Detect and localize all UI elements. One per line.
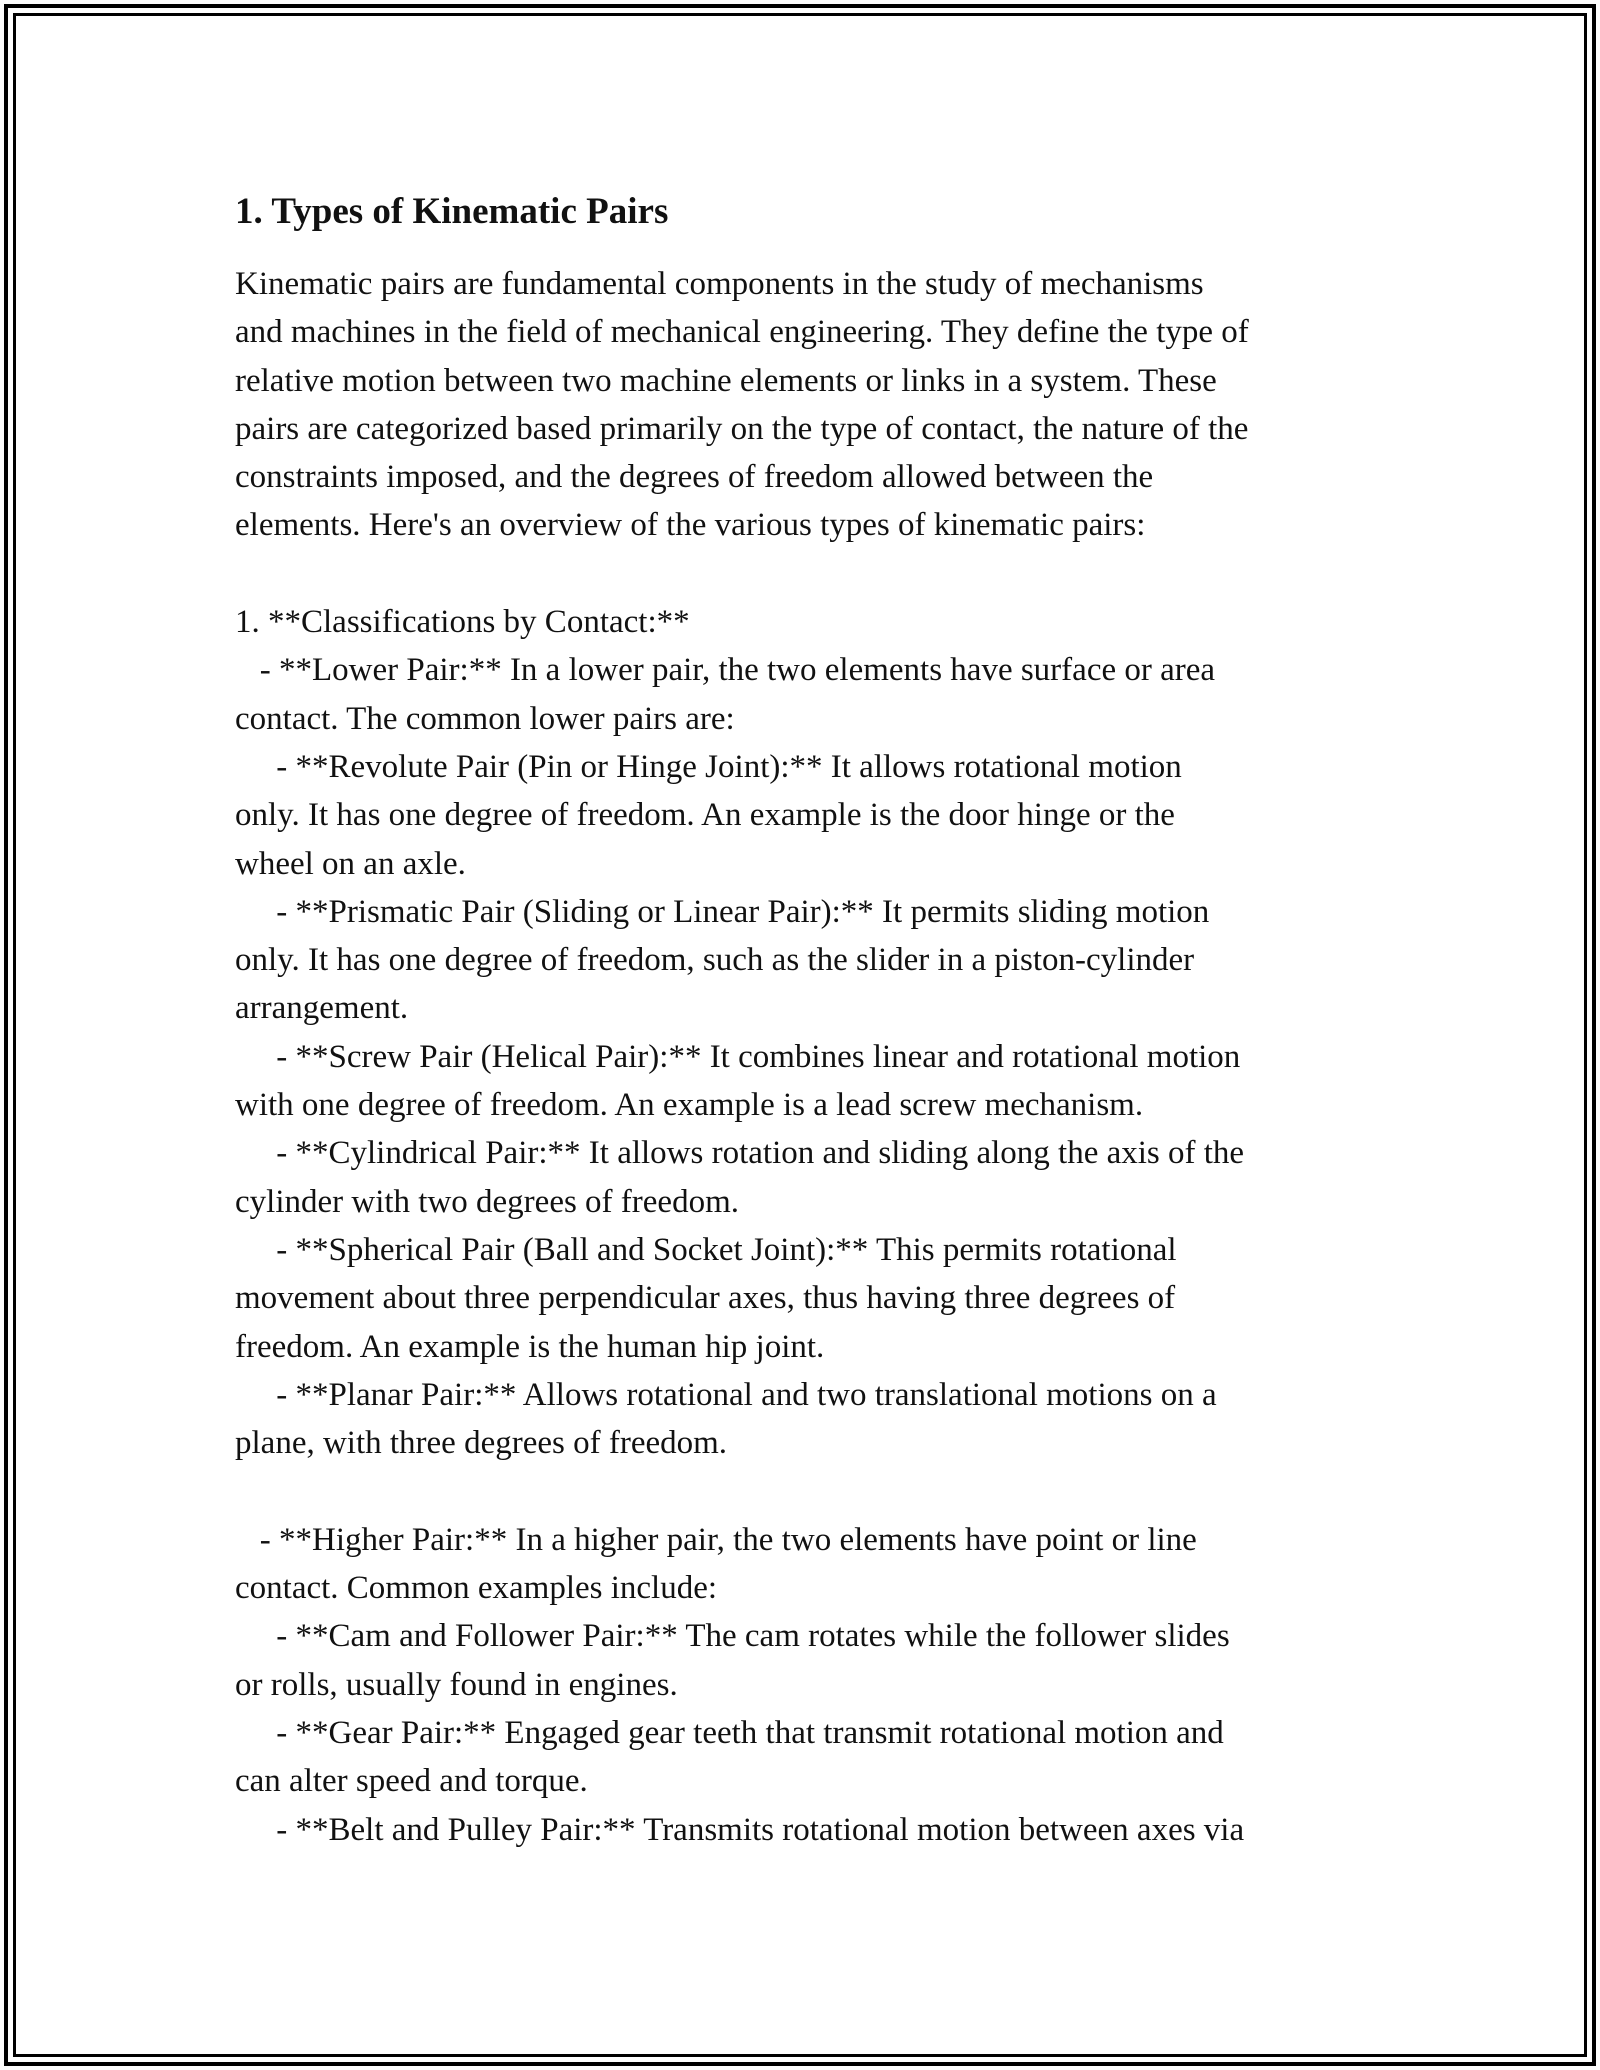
text-line: contact. The common lower pairs are: <box>235 700 735 737</box>
intro-line: elements. Here's an overview of the various types of kinematic pairs: <box>235 507 1146 544</box>
intro-line: constraints imposed, and the degrees of freedom allowed between the <box>235 459 1154 496</box>
text-line: - **Prismatic Pair (Sliding or Linear Pair):** It permits sliding motion <box>235 893 1210 930</box>
text-line: can alter speed and torque. <box>235 1763 588 1800</box>
intro-paragraph <box>235 260 1375 550</box>
paragraph-spacer <box>235 1467 1375 1515</box>
intro-line: and machines in the field of mechanical engineering. They define the type of <box>235 314 1249 351</box>
text-line: or rolls, usually found in engines. <box>235 1666 678 1703</box>
text-line: movement about three perpendicular axes, thus having three degrees of <box>235 1280 1176 1317</box>
text-line: only. It has one degree of freedom, such as the slider in a piston-cylinder <box>235 942 1195 979</box>
text-line: arrangement. <box>235 990 409 1027</box>
text-line: - **Higher Pair:** In a higher pair, the two elements have point or line <box>235 1521 1197 1558</box>
text-line: - **Cylindrical Pair:** It allows rotation and sliding along the axis of the <box>235 1135 1245 1172</box>
classification-list <box>235 598 1375 1854</box>
text-line: with one degree of freedom. An example is a lead screw mechanism. <box>235 1087 1144 1124</box>
text-line: - **Spherical Pair (Ball and Socket Joint):** This permits rotational <box>235 1231 1177 1268</box>
text-line: freedom. An example is the human hip joint. <box>235 1328 825 1365</box>
text-line: wheel on an axle. <box>235 845 466 882</box>
text-line: contact. Common examples include: <box>235 1570 718 1607</box>
text-line: - **Cam and Follower Pair:** The cam rotates while the follower slides <box>235 1618 1230 1655</box>
intro-line: Kinematic pairs are fundamental components in the study of mechanisms <box>235 266 1204 302</box>
text-line: - **Belt and Pulley Pair:** Transmits rotational motion between axes via <box>235 1811 1245 1848</box>
section-heading: 1. Types of Kinematic Pairs <box>235 191 669 232</box>
paragraph-spacer <box>235 550 1375 598</box>
text-line: - **Screw Pair (Helical Pair):** It combines linear and rotational motion <box>235 1038 1241 1075</box>
intro-line: pairs are categorized based primarily on the type of contact, the nature of the <box>235 410 1249 447</box>
text-line: cylinder with two degrees of freedom. <box>235 1183 739 1220</box>
text-line: - **Planar Pair:** Allows rotational and two translational motions on a <box>235 1376 1217 1413</box>
text-line: 1. **Classifications by Contact:** <box>235 604 690 641</box>
intro-line: relative motion between two machine elements or links in a system. These <box>235 362 1217 399</box>
text-line: - **Gear Pair:** Engaged gear teeth that transmit rotational motion and <box>235 1714 1224 1751</box>
text-line: only. It has one degree of freedom. An example is the door hinge or the <box>235 797 1175 834</box>
text-line: - **Lower Pair:** In a lower pair, the two elements have surface or area <box>235 652 1216 689</box>
text-line: plane, with three degrees of freedom. <box>235 1425 728 1462</box>
document-content <box>235 188 1375 1854</box>
text-line: - **Revolute Pair (Pin or Hinge Joint):** It allows rotational motion <box>235 748 1182 785</box>
